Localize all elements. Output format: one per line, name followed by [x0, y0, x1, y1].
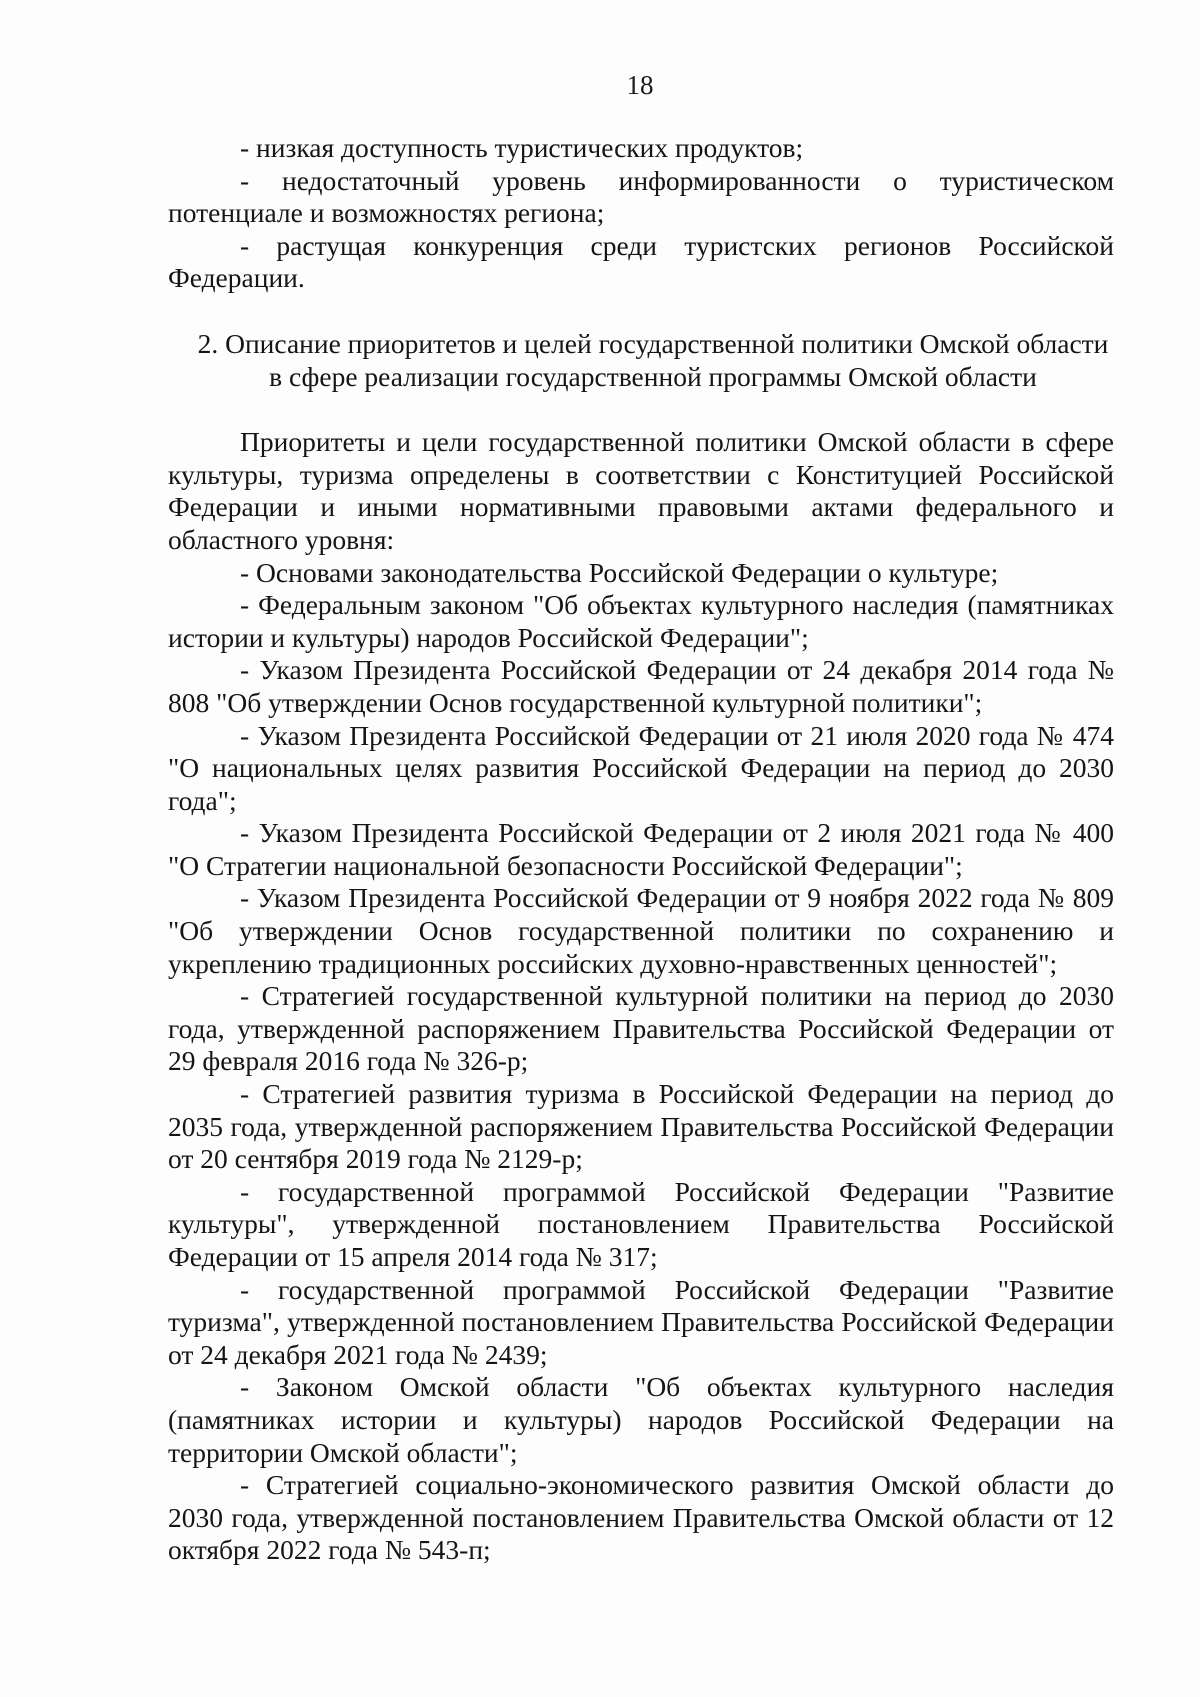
page-number: 18: [626, 70, 654, 100]
spacer: [168, 295, 1114, 328]
section-heading-line-2: в сфере реализации государственной программы Омской области: [269, 360, 1037, 392]
legal-basis-item: - Указом Президента Российской Федерации от 21 июля 2020 года № 474 "О национальных целях развития Российской Федерации на период до 2030 года";: [168, 719, 1114, 816]
intro-item: - низкая доступность туристических продуктов;: [240, 132, 804, 163]
legal-basis-item: - государственной программой Российской Федерации "Развитие туризма", утвержденной постановлением Правительства Российской Федерации от 24 декабря 2021 года № 2439;: [168, 1273, 1114, 1370]
legal-basis-item: - Законом Омской области "Об объектах культурного наследия (памятниках истории и культуры) народов Российской Федерации на территории Омской области";: [168, 1371, 1114, 1468]
spacer: [168, 393, 1114, 426]
document-body: [168, 132, 1114, 1567]
legal-basis-item: - Стратегией социально-экономического развития Омской области до 2030 года, утвержденной постановлением Правительства Омской области от 12 октября 2022 года № 543-п;: [168, 1469, 1114, 1566]
legal-basis-item: - Указом Президента Российской Федерации от 24 декабря 2014 года № 808 "Об утверждении Основ государственной культурной политики";: [168, 654, 1114, 718]
section-heading-line-1: 2. Описание приоритетов и целей государственной политики Омской области: [197, 327, 1109, 359]
intro-item: - растущая конкуренция среди туристских регионов Российской Федерации.: [168, 229, 1114, 294]
section-heading: [168, 328, 1114, 393]
legal-basis-item: - Указом Президента Российской Федерации от 2 июля 2021 года № 400 "О Стратегии национальной безопасности Российской Федерации";: [168, 817, 1114, 881]
legal-basis-item: - Основами законодательства Российской Федерации о культуре;: [240, 556, 999, 588]
legal-basis-item: - государственной программой Российской Федерации "Развитие культуры", утвержденной постановлением Правительства Российской Федерации от 15 апреля 2014 года № 317;: [168, 1175, 1114, 1272]
intro-item: - недостаточный уровень информированности о туристическом потенциале и возможностях региона;: [168, 164, 1114, 229]
legal-basis-item: - Федеральным законом "Об объектах культурного наследия (памятниках истории и культуры) народов Российской Федерации";: [168, 589, 1114, 653]
section-lead-paragraph: Приоритеты и цели государственной политики Омской области в сфере культуры, туризма определены в соответствии с Конституцией Российской Федерации и иными нормативными правовыми актами федерального и областного уровня:: [168, 426, 1114, 555]
legal-basis-item: - Стратегией развития туризма в Российской Федерации на период до 2035 года, утвержденной распоряжением Правительства Российской Федерации от 20 сентября 2019 года № 2129-р;: [168, 1078, 1114, 1175]
legal-basis-item: - Указом Президента Российской Федерации от 9 ноября 2022 года № 809 "Об утверждении Основ государственной политики по сохранению и укреплению традиционных российских духовно-нравственных ценностей";: [168, 882, 1114, 979]
legal-basis-item: - Стратегией государственной культурной политики на период до 2030 года, утвержденной распоряжением Правительства Российской Федерации от 29 февраля 2016 года № 326-р;: [168, 980, 1114, 1077]
